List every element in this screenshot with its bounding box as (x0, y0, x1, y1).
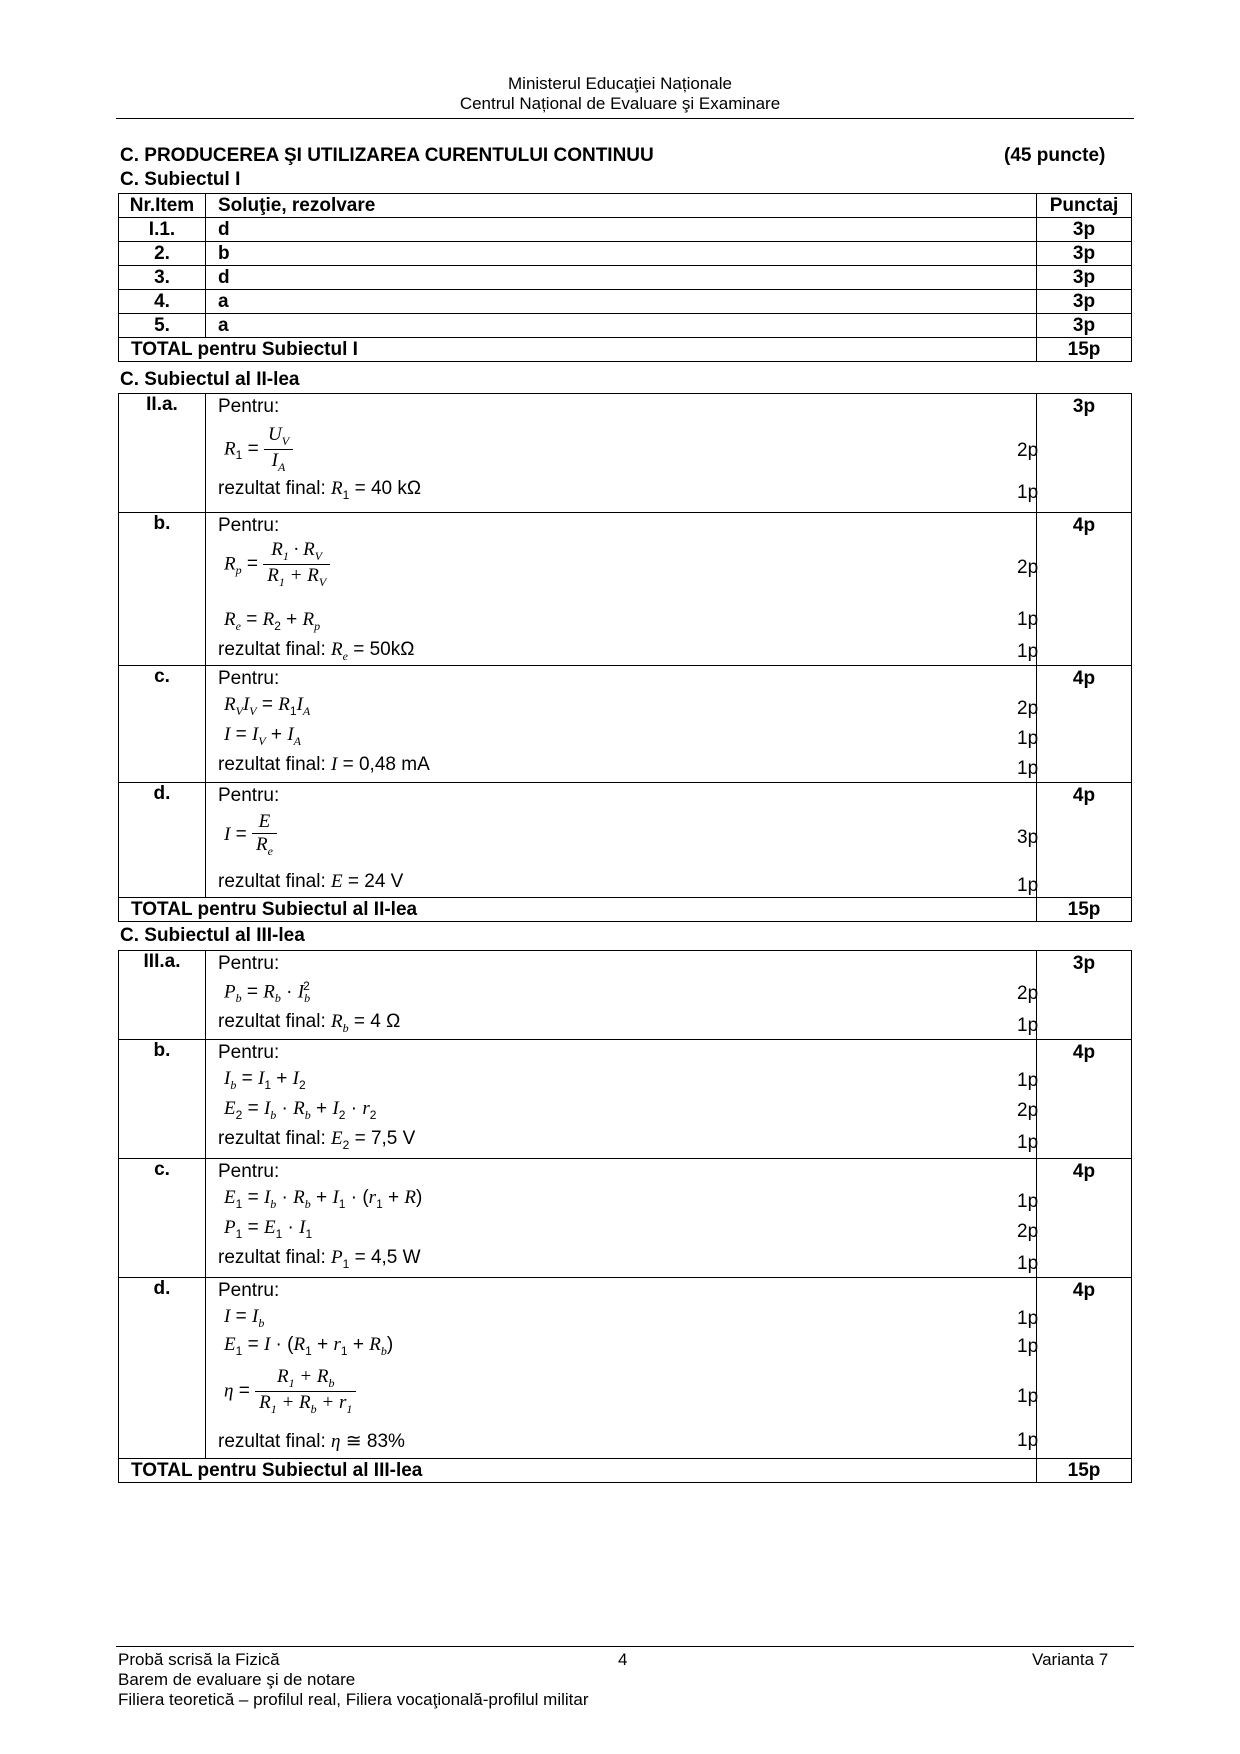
line-points: 2p (1017, 1100, 1039, 1121)
item-number: c. (119, 666, 206, 783)
header-divider (116, 118, 1134, 119)
total-row (119, 338, 1132, 362)
item-number: b. (119, 1040, 206, 1159)
item-number: 2. (119, 242, 206, 266)
line-points: 2p (1017, 557, 1039, 578)
item-points: 3p (1037, 394, 1132, 513)
formula: $E_1 = I_b \cdot R_b + I_1 \cdot (r_1 + R)$ (224, 1187, 423, 1211)
item-points: 4p (1037, 513, 1132, 666)
header-item: Nr.Item (119, 194, 206, 218)
item-points: 4p (1037, 783, 1132, 898)
subject-2-table (118, 393, 1132, 922)
table-row (119, 666, 1132, 783)
formula: $R_1$ = $\frac{U_V}{I_A}$ (224, 424, 293, 475)
header-line-1: Ministerul Educaţiei Naționale (508, 74, 732, 93)
line-points: 1p (1017, 1253, 1039, 1274)
solution-cell (206, 666, 1037, 783)
formula: $I = I_b$ (224, 1306, 265, 1330)
solution-line: Pentru: (218, 396, 280, 417)
total-label: TOTAL pentru Subiectul al III-lea (119, 1459, 1037, 1483)
result-line: rezultat final: $E_2 = 7,5$ V (218, 1128, 416, 1152)
page-number: 4 (618, 1650, 628, 1669)
result-line: rezultat final: $R_1 = 40$ kΩ (218, 478, 422, 502)
line-points: 1p (1017, 482, 1039, 503)
variant-label: Varianta 7 (1032, 1650, 1109, 1669)
item-number: c. (119, 1159, 206, 1278)
item-points: 3p (1037, 314, 1132, 338)
item-points: 4p (1037, 1278, 1132, 1459)
item-number: III.a. (119, 951, 206, 1040)
solution-cell (206, 1278, 1037, 1459)
line-points: 1p (1017, 1336, 1039, 1357)
line-points: 1p (1017, 1132, 1039, 1153)
formula: η = $\frac{R_1 + R_b}{R_1 + R_b + r_1}$ (224, 1366, 356, 1417)
item-points: 3p (1037, 951, 1132, 1040)
item-points: 3p (1037, 266, 1132, 290)
table-row (119, 513, 1132, 666)
solution-line: Pentru: (218, 668, 280, 689)
total-label: TOTAL pentru Subiectul al II-lea (119, 898, 1037, 922)
line-points: 1p (1017, 1386, 1039, 1407)
solution-line: Pentru: (218, 1042, 280, 1063)
answer: d (206, 266, 1037, 290)
solution-line: Pentru: (218, 785, 280, 806)
item-number: d. (119, 783, 206, 898)
item-number: I.1. (119, 218, 206, 242)
item-number: b. (119, 513, 206, 666)
line-points: 1p (1017, 1430, 1039, 1451)
footer-divider (116, 1646, 1134, 1647)
line-points: 1p (1017, 641, 1039, 662)
table-header-row (119, 194, 1132, 218)
table-row (119, 266, 1132, 290)
solution-line: Pentru: (218, 515, 280, 536)
total-label: TOTAL pentru Subiectul I (119, 338, 1037, 362)
table-row (119, 218, 1132, 242)
table-row (119, 394, 1132, 513)
line-points: 1p (1017, 1191, 1039, 1212)
answer: a (206, 314, 1037, 338)
formula: $P_1 = E_1 \cdot I_1$ (224, 1217, 313, 1241)
line-points: 2p (1017, 983, 1039, 1004)
formula: I = $\frac{E}{R_e}$ (224, 811, 277, 859)
footer-left (118, 1650, 589, 1710)
line-points: 1p (1017, 1015, 1039, 1036)
subject-2-title: C. Subiectul al II-lea (120, 369, 300, 390)
item-number: II.a. (119, 394, 206, 513)
answer: a (206, 290, 1037, 314)
result-line: rezultat final: E = 24 V (218, 871, 404, 892)
formula: $R_e = R_2 + R_p$ (224, 609, 321, 633)
line-points: 1p (1017, 875, 1039, 896)
answer: b (206, 242, 1037, 266)
item-points: 3p (1037, 290, 1132, 314)
total-points: 15p (1037, 338, 1132, 362)
total-points: 15p (1037, 1459, 1132, 1483)
subject-3-title: C. Subiectul al III-lea (120, 925, 305, 946)
line-points: 1p (1017, 1308, 1039, 1329)
item-points: 3p (1037, 242, 1132, 266)
item-points: 4p (1037, 1159, 1132, 1278)
formula: $E_1 = I \cdot (R_1 + r_1 + R_b)$ (224, 1334, 394, 1358)
item-points: 4p (1037, 666, 1132, 783)
formula: $I_b = I_1 + I_2$ (224, 1068, 306, 1092)
result-line: rezultat final: $R_e = 50k\Omega$ (218, 639, 415, 663)
footer-line-1: Probă scrisă la Fizică (118, 1650, 280, 1669)
table-row (119, 1159, 1132, 1278)
line-points: 1p (1017, 728, 1039, 749)
result-line: rezultat final: $R_b = 4$ Ω (218, 1011, 401, 1035)
solution-cell (206, 513, 1037, 666)
total-row (119, 898, 1132, 922)
solution-cell (206, 1040, 1037, 1159)
solution-line: Pentru: (218, 1161, 280, 1182)
table-row (119, 314, 1132, 338)
answer: d (206, 218, 1037, 242)
header-line-2: Centrul Național de Evaluare şi Examinare (459, 94, 781, 113)
table-row (119, 1040, 1132, 1159)
formula: $P_b = R_b \cdot I_b^2$ (224, 979, 311, 1006)
section-title: C. PRODUCEREA ŞI UTILIZAREA CURENTULUI CONTINUU (120, 145, 654, 166)
total-points: 15p (1037, 898, 1132, 922)
table-row (119, 1278, 1132, 1459)
item-number: 4. (119, 290, 206, 314)
footer-line-2: Barem de evaluare şi de notare (118, 1670, 356, 1689)
header-points: Punctaj (1037, 194, 1132, 218)
footer-line-3: Filiera teoretică – profilul real, Filiera vocaţională-profilul militar (118, 1690, 589, 1709)
line-points: 2p (1017, 1221, 1039, 1242)
item-number: d. (119, 1278, 206, 1459)
formula: $R_VI_V = R_1I_A$ (224, 694, 311, 718)
subject-3-table (118, 950, 1132, 1483)
table-row (119, 290, 1132, 314)
header (0, 74, 1240, 114)
total-row (119, 1459, 1132, 1483)
solution-cell (206, 394, 1037, 513)
table-row (119, 242, 1132, 266)
section-points: (45 puncte) (1004, 145, 1106, 166)
formula: $I = I_V + I_A$ (224, 724, 301, 748)
table-row (119, 783, 1132, 898)
formula: $E_2 = I_b \cdot R_b + I_2 \cdot r_2$ (224, 1098, 377, 1122)
table-row (119, 951, 1132, 1040)
line-points: 1p (1017, 609, 1039, 630)
line-points: 2p (1017, 698, 1039, 719)
result-line: rezultat final: I = 0,48 mA (218, 754, 430, 775)
header-solution: Soluţie, rezolvare (206, 194, 1037, 218)
line-points: 1p (1017, 758, 1039, 779)
solution-line: Pentru: (218, 1280, 280, 1301)
line-points: 2p (1017, 440, 1039, 461)
item-number: 5. (119, 314, 206, 338)
solution-line: Pentru: (218, 953, 280, 974)
subject-1-title: C. Subiectul I (120, 169, 241, 190)
solution-cell (206, 1159, 1037, 1278)
item-points: 3p (1037, 218, 1132, 242)
solution-cell (206, 783, 1037, 898)
line-points: 1p (1017, 1070, 1039, 1091)
line-points: 3p (1017, 827, 1039, 848)
subject-1-table (118, 193, 1132, 362)
item-number: 3. (119, 266, 206, 290)
result-line: rezultat final: $P_1 = 4,5$ W (218, 1247, 421, 1271)
solution-cell (206, 951, 1037, 1040)
item-points: 4p (1037, 1040, 1132, 1159)
result-line: rezultat final: η ≅ 83% (218, 1431, 405, 1452)
formula: $R_p$ = $\frac{R_1 \cdot R_V}{R_1 + R_V}$ (224, 539, 330, 590)
